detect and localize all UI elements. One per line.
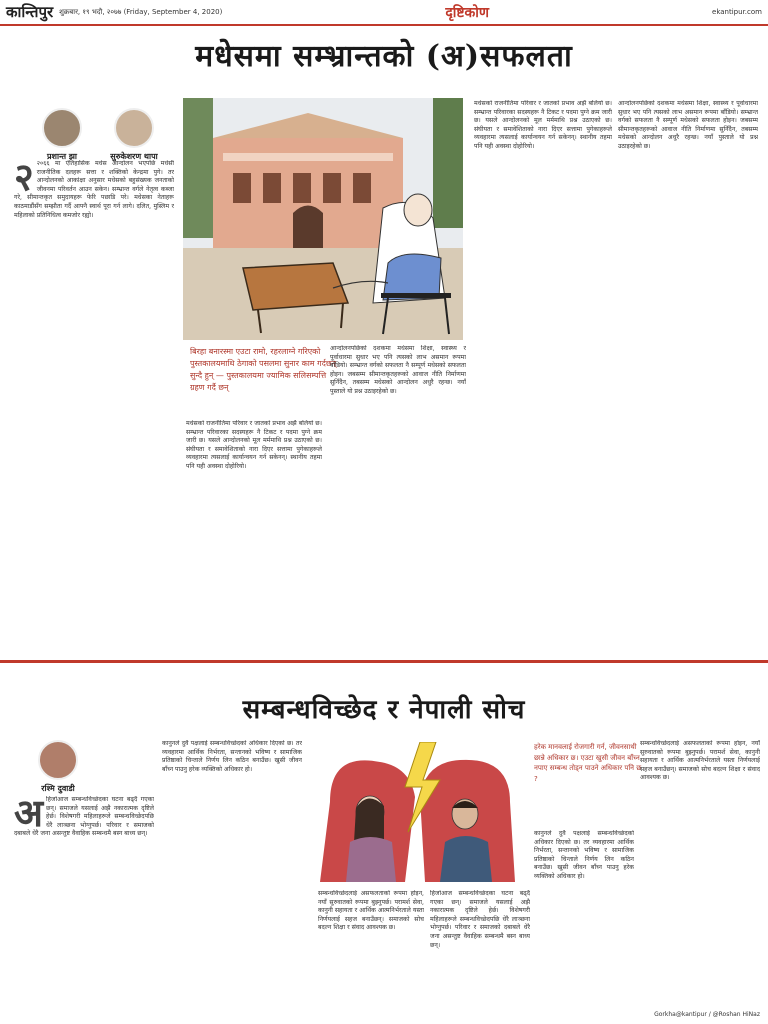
body-text: सम्बन्धविच्छेदलाई असफलताको रूपमा होइन, नयाँ सुरुवातको रूपमा बुझ्नुपर्छ। परामर्श सेवा, कानुनी सहायता र आर्थिक आत्मनिर्भरताले यस्ता निर्णयलाई सहज बनाउँछन्। समाजको सोच बदल्न शिक्षा र संवाद आवश्यक छ। <box>640 740 760 782</box>
body-text: २०६६ मा ऐतिहासिक मधेस आन्दोलन भएपछि मधेसी राजनीतिक दलहरू सत्ता र शक्तिको केन्द्रमा पुगे। तर आन्दोलनको आकांक्षा अनुसार मधेसको बहुसंख्यक जनताको जीवनमा परिवर्तन आउन सकेन। सम्भ्रान्त वर्गले नेतृत्व कब्जा गरे, सीमान्तकृत समुदायहरू फेरि पछाडि परे। मधेसका नेताहरू काठमाडौंसँग सम्झौता गर्दै आफ्नै स्वार्थ पूरा गर्न लागे। दलित, मुस्लिम र महिलाको प्रतिनिधित्व कमजोर रह्यो। <box>14 160 174 219</box>
author-name: सुरुकेशरण थापा <box>110 152 158 161</box>
body-text: हिजोआज सम्बन्धविच्छेदका घटना बढ्दै गएका छन्। समाजले यसलाई अझै नकारात्मक दृष्टिले हेर्छ। विशेषगरी महिलाहरूले सम्बन्धविच्छेदपछि धेरै लाञ्छना भोग्नुपर्छ। परिवार र समाजको दबाबले धेरै जना असन्तुष्ट वैवाहिक सम्बन्धमै बस्न बाध्य छन्। <box>14 796 154 838</box>
body-text: सम्बन्धविच्छेदलाई असफलताको रूपमा होइन, नयाँ सुरुवातको रूपमा बुझ्नुपर्छ। परामर्श सेवा, कानुनी सहायता र आर्थिक आत्मनिर्भरताले यस्ता निर्णयलाई सहज बनाउँछन्। समाजको सोच बदल्न शिक्षा र संवाद आवश्यक छ। <box>318 890 424 932</box>
article2-column-6 <box>640 740 760 1002</box>
article1-column-3 <box>330 345 466 652</box>
article2-illustration <box>310 742 524 882</box>
article2-headline: सम्बन्धविच्छेद र नेपाली सोच <box>242 695 526 725</box>
section-divider <box>0 660 768 663</box>
author-name: प्रशान्त झा <box>47 152 77 161</box>
website-url[interactable]: ekantipur.com <box>712 8 762 16</box>
article2-column-5 <box>534 830 634 1016</box>
dropcap: अ <box>14 796 44 835</box>
article1-column-4 <box>474 100 612 652</box>
dateline: शुक्रबार, १९ भदौ, २०७७ (Friday, September 4, 2020) <box>59 7 223 16</box>
body-text: मधेसको राजनीतिमा परिवार र जातको प्रभाव अझै बलियो छ। सम्भ्रान्त परिवारका सदस्यहरू नै टिकट र पदमा पुग्ने क्रम जारी छ। यसले आन्दोलनको मूल मर्ममाथि प्रश्न उठाएको छ। संघीयता र समावेशिताको नारा दिएर सत्तामा पुगेकाहरूले व्यवहारमा त्यसलाई कार्यान्वयन गर्न सकेनन्। स्थानीय तहमा पनि यही अवस्था दोहोरियो। <box>474 100 612 150</box>
article1-byline <box>30 108 166 162</box>
article1-column-5 <box>618 100 758 652</box>
avatar <box>42 108 82 148</box>
page-header <box>0 0 768 26</box>
article2-column-1 <box>14 796 154 1016</box>
author-box <box>26 740 90 794</box>
article1-column-1 <box>14 160 174 652</box>
author-box <box>30 108 94 162</box>
article1-headline: मधेसमा सम्भ्रान्तको (अ)सफलता <box>195 39 573 74</box>
body-text: कानुनले दुवै पक्षलाई सम्बन्धविच्छेदको अधिकार दिएको छ। तर व्यवहारमा आर्थिक निर्भरता, सन्तानको भविष्य र सामाजिक प्रतिष्ठाको चिन्ताले निर्णय लिन कठिन बनाउँछ। खुसी जीवन बाँच्न पाउनु हरेक व्यक्तिको अधिकार हो। <box>534 830 634 880</box>
dropcap: २ <box>14 160 34 199</box>
avatar <box>114 108 154 148</box>
article1-column-2 <box>186 420 322 652</box>
article2-column-2 <box>162 740 302 1016</box>
article2-pull-quote: हरेक मानवलाई रोजगारी गर्न, जीवनसाथी छान्ने अधिकार छ। एउटा खुसी जीवन बाँच्न नपाए सम्बन्ध तोड्न पाउने अधिकार पनि छ ? <box>534 743 642 783</box>
article1-illustration <box>183 98 463 340</box>
body-text: कानुनले दुवै पक्षलाई सम्बन्धविच्छेदको अधिकार दिएको छ। तर व्यवहारमा आर्थिक निर्भरता, सन्तानको भविष्य र सामाजिक प्रतिष्ठाको चिन्ताले निर्णय लिन कठिन बनाउँछ। खुसी जीवन बाँच्न पाउनु हरेक व्यक्तिको अधिकार हो। <box>162 740 302 773</box>
body-text: हिजोआज सम्बन्धविच्छेदका घटना बढ्दै गएका छन्। समाजले यसलाई अझै नकारात्मक दृष्टिले हेर्छ। विशेषगरी महिलाहरूले सम्बन्धविच्छेदपछि धेरै लाञ्छना भोग्नुपर्छ। परिवार र समाजको दबाबले धेरै जना असन्तुष्ट वैवाहिक सम्बन्धमै बस्न बाध्य छन्। <box>430 890 530 949</box>
article2-column-4 <box>430 890 530 1016</box>
avatar <box>38 740 78 780</box>
author-box <box>102 108 166 162</box>
masthead: कान्तिपुर <box>6 3 54 21</box>
illustration-credit: Gorkha@kantipur / @Roshan HiNaz <box>654 1011 760 1018</box>
article2-column-3 <box>318 890 424 1016</box>
article1-pull-quote: बिरहा बनारस्मा एउटा रामो, रहरलाग्ने गरिएको पुस्तकालयमाथि ठेगाको पसलमा सुनार काम गर्दछन् सुन्दै हुन् — पुस्तकालयमा ज्यामिक सलिसम्पत्ति ग्रहण गर्दै छन् <box>190 347 336 392</box>
body-text: मधेसको राजनीतिमा परिवार र जातको प्रभाव अझै बलियो छ। सम्भ्रान्त परिवारका सदस्यहरू नै टिकट र पदमा पुग्ने क्रम जारी छ। यसले आन्दोलनको मूल मर्ममाथि प्रश्न उठाएको छ। संघीयता र समावेशिताको नारा दिएर सत्तामा पुगेकाहरूले व्यवहारमा त्यसलाई कार्यान्वयन गर्न सकेनन्। स्थानीय तहमा पनि यही अवस्था दोहोरियो। <box>186 420 322 470</box>
section-title: दृष्टिकोण <box>445 4 490 21</box>
body-text: आन्दोलनपछिको दशकमा मधेसमा शिक्षा, स्वास्थ्य र पूर्वाधारमा सुधार भए पनि त्यसको लाभ असमान रूपमा बाँडियो। सम्भ्रान्त वर्गको सफलता नै सम्पूर्ण मधेसको सफलता होइन। जबसम्म सीमान्तकृतहरूको आवाज नीति निर्माणमा सुनिँदैन, तबसम्म मधेसको आन्दोलन अधुरै रहन्छ। नयाँ पुस्ताले यो प्रश्न उठाइरहेको छ। <box>330 345 466 395</box>
body-text: आन्दोलनपछिको दशकमा मधेसमा शिक्षा, स्वास्थ्य र पूर्वाधारमा सुधार भए पनि त्यसको लाभ असमान रूपमा बाँडियो। सम्भ्रान्त वर्गको सफलता नै सम्पूर्ण मधेसको सफलता होइन। जबसम्म सीमान्तकृतहरूको आवाज नीति निर्माणमा सुनिँदैन, तबसम्म मधेसको आन्दोलन अधुरै रहन्छ। नयाँ पुस्ताले यो प्रश्न उठाइरहेको छ। <box>618 100 758 150</box>
author-name: रश्मि दुवाडी <box>41 784 75 793</box>
